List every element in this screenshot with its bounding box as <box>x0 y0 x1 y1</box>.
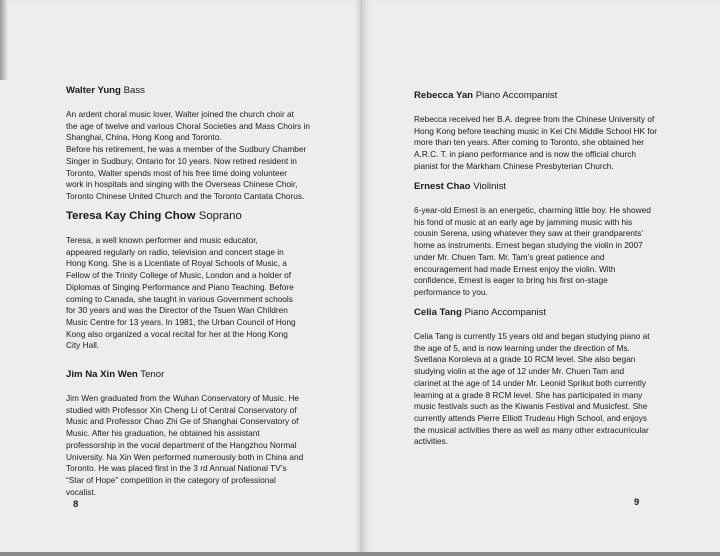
bio-jim-na-xin-wen <box>66 368 346 498</box>
performer-role: Piano Accompanist <box>475 90 558 101</box>
performer-role: Bass <box>123 85 145 96</box>
bio-line: vocalist. <box>66 486 96 497</box>
bio-line: Toronto. He was placed first in the 3 rd Annual National TV’s <box>66 463 287 474</box>
bio-rebecca-yan <box>414 89 704 173</box>
bio-line: 6-year-old Ernest is an energetic, charming little boy. He showed <box>414 205 651 215</box>
bio-walter-yung <box>66 84 346 203</box>
page-number: 9 <box>634 497 640 508</box>
bio-text <box>414 114 704 173</box>
bio-line: pianist for the Markham Chinese Presbyterian Church. <box>414 160 614 171</box>
bio-line: A.R.C. T. in piano performance and is now the official church <box>414 149 636 160</box>
bio-heading <box>414 89 704 102</box>
bio-line: Hong Kong. She is a Licentiate of Royal Schools of Music, a <box>66 258 287 269</box>
bio-line: coming to Canada, she taught in various Government schools <box>66 293 293 304</box>
bio-heading <box>66 84 346 97</box>
bio-line: Svetlana Koroleva at a grade 10 RCM level. She also began <box>414 354 636 365</box>
performer-name: Rebecca Yan <box>414 90 474 101</box>
bio-line: Music and Professor Chao Zhi Ge of Shanghai Conservatory of <box>66 416 299 427</box>
bio-line: cousin Serena, using whatever they saw at their grandparents’ <box>414 228 644 239</box>
bio-line: Teresa, a well known performer and music educator, <box>66 235 258 245</box>
bio-line: confidence, Ernest is eager to bring his first on-stage <box>414 275 608 286</box>
page-number: 8 <box>73 499 79 510</box>
bio-line: activities. <box>414 436 449 447</box>
bio-line: Celia Tang is currently 15 years old and began studying piano at <box>414 331 650 341</box>
performer-name: Walter Yung <box>66 85 121 96</box>
bio-heading <box>414 180 704 193</box>
performer-name: Celia Tang <box>414 307 462 318</box>
bio-line: the musical activities there as well as many other extracurricular <box>414 424 649 435</box>
bio-line: Fellow of the Trinity College of Music, London and a holder of <box>66 270 292 281</box>
performer-role: Piano Accompanist <box>464 307 547 318</box>
bio-line: Toronto Chinese United Church and the Toronto Cantata Chorus. <box>66 190 305 201</box>
bio-heading <box>66 210 346 223</box>
bio-line: Before his retirement, he was a member of the Sudbury Chamber <box>66 144 307 155</box>
bio-line: Hong Kong before teaching music in Kei Chi Middle School HK for <box>414 125 658 136</box>
performer-role: Violinist <box>473 181 507 192</box>
bio-line: Toronto, Walter spends most of his free time doing volunteer <box>66 167 288 178</box>
performer-name: Teresa Kay Ching Chow <box>66 210 196 222</box>
bio-line: studying violin at the age of 12 under Mr. Chuen Tam and <box>414 366 625 377</box>
bio-line: clarinet at the age of 14 under Mr. Leonid Sprikut both currently <box>414 377 646 388</box>
bio-line: professorship in the vocal department of the Hangzhou Normal <box>66 439 297 450</box>
bio-line: under Mr. Chuen Tam. Mr. Tam’s great patience and <box>414 251 605 262</box>
bio-line: Jim Wen graduated from the Wuhan Conservatory of Music. He <box>66 393 300 403</box>
bio-line: Singer in Sudbury, Ontario for 10 years. Now retired resident in <box>66 155 297 166</box>
bio-line: for 30 years and was the Director of the Tsuen Wan Children <box>66 305 288 316</box>
performer-name: Ernest Chao <box>414 181 471 192</box>
performer-role: Tenor <box>140 369 165 380</box>
bio-heading <box>66 368 346 381</box>
page-edge-shadow <box>0 0 8 80</box>
bio-line: appeared regularly on radio, television and concert stage in <box>66 246 284 257</box>
bio-line: Kong also organized a vocal recital for her at the Hong Kong <box>66 328 288 339</box>
bio-line: music festivals such as the Kiwanis Festival and Musicfest. She <box>414 401 648 412</box>
bio-text <box>66 109 346 203</box>
bio-line: performance to you. <box>414 286 488 297</box>
bio-line: City Hall. <box>66 340 100 351</box>
bio-line: Music Centre for 13 years. In 1981, the Urban Council of Hong <box>66 316 296 327</box>
bio-line: Diplomas of Singing Performance and Piano Teaching. Before <box>66 281 294 292</box>
bio-line: An ardent choral music lover, Walter joined the church choir at <box>66 109 294 119</box>
bio-line: learning at a grade 8 RCM level. She has participated in many <box>414 389 643 400</box>
bio-teresa-kay-ching-chow <box>66 210 346 352</box>
bio-line: currently attends Pierre Elliott Trudeau High School, and enjoys <box>414 412 647 423</box>
performer-role: Soprano <box>198 210 242 222</box>
bio-text <box>414 205 704 299</box>
bio-line: more than ten years. After coming to Toronto, she obtained her <box>414 137 644 148</box>
bio-line: Rebecca received her B.A. degree from the Chinese University of <box>414 114 655 124</box>
bio-line: encouragement had made Ernest enjoy the violin. With <box>414 263 616 274</box>
bio-line: the age of twelve and various Choral Societies and Mass Choirs in <box>66 120 310 131</box>
bio-line: the age of 5, and is now learning under the direction of Ms. <box>414 342 630 353</box>
bio-line: his fond of music at an early age by jamming music with his <box>414 216 633 227</box>
bio-line: Music. After his graduation, he obtained his assistant <box>66 428 260 439</box>
bio-celia-tang <box>414 306 704 448</box>
bio-line: “Star of Hope” competition in the category of professional <box>66 474 276 485</box>
bio-heading <box>414 306 704 319</box>
bio-text <box>66 393 346 498</box>
performer-name: Jim Na Xin Wen <box>66 369 138 380</box>
bio-line: home as instruments. Ernest began studying the violin in 2007 <box>414 240 643 251</box>
bio-line: work in hospitals and singing with the Overseas Chinese Choir, <box>66 179 298 190</box>
bio-text <box>66 235 346 352</box>
bio-ernest-chao <box>414 180 704 299</box>
right-page <box>363 0 720 556</box>
bio-line: University. Na Xin Wen performed numerously both in China and <box>66 451 304 462</box>
bio-line: Shanghai, China, Hong Kong and Toronto. <box>66 132 222 143</box>
bottom-edge-shadow <box>0 552 720 556</box>
bio-line: studied with Professor Xin Cheng Li of Central Conservatory of <box>66 404 297 415</box>
bio-text <box>414 331 704 448</box>
